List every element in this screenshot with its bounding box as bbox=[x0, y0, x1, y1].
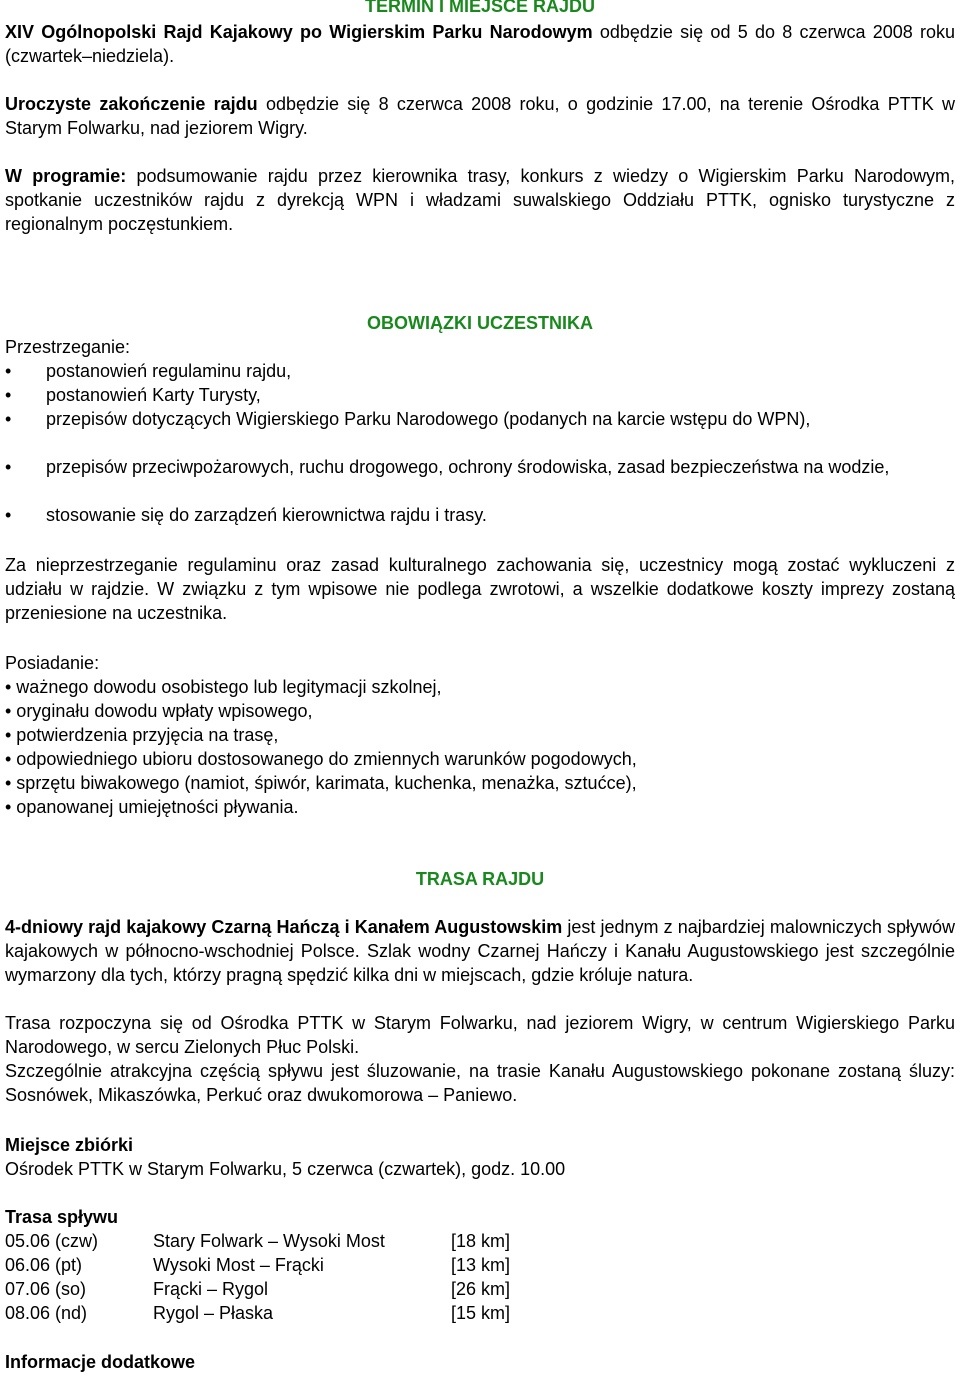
list-item: • opanowanej umiejętności pływania. bbox=[5, 797, 299, 817]
paragraph-trasa-start: Trasa rozpoczyna się od Ośrodka PTTK w Starym Folwarku, nad jeziorem Wigry, w centrum Wigierskiego Parku Narodowego, w sercu Zielonych Płuc Polski. bbox=[5, 1013, 955, 1057]
list-item: • odpowiedniego ubioru dostosowanego do zmiennych warunków pogodowych, bbox=[5, 749, 637, 769]
paragraph-sluzy: Szczególnie atrakcyjna częścią spływu jest śluzowanie, na trasie Kanału Augustowskiego pokonane zostaną śluzy: Sosnówek, Mikaszówka, Perkuć oraz dwukomorowa – Paniewo. bbox=[5, 1061, 955, 1105]
rally-name: XIV Ogólnopolski Rajd Kajakowy po Wigierskim Parku Narodowym bbox=[5, 22, 593, 42]
paragraph-konsekwencje: Za nieprzestrzeganie regulaminu oraz zasad kulturalnego zachowania się, uczestnicy mogą zostać wykluczeni z udziału w rajdzie. W związku z tym wpisowe nie podlega zwrotowi, a wszelkie dodatkowe koszty imprezy zostaną przeniesione na uczestnika. bbox=[5, 555, 955, 623]
paragraph-termin: XIV Ogólnopolski Rajd Kajakowy po Wigierskim Parku Narodowym odbędzie się od 5 do 8 czerwca 2008 roku (czwartek–niedziela). bbox=[5, 22, 955, 66]
heading-termin: TERMIN I MIEJSCE RAJDU bbox=[364, 0, 596, 16]
heading-obowiazki: OBOWIĄZKI UCZESTNIKA bbox=[367, 313, 593, 333]
heading-trasa: TRASA RAJDU bbox=[415, 869, 545, 889]
document-page: TERMIN I MIEJSCE RAJDU XIV Ogólnopolski Rajd Kajakowy po Wigierskim Parku Narodowym odbędzie się od 5 do 8 czerwca 2008 roku (czwartek–niedziela). Uroczyste zakończenie rajdu odbędzie się 8 czerwca 2008 roku, o godzinie 17.00, na terenie Ośrodka PTTK w Starym Folwarku, nad jeziorem Wigry. W programie: podsumowanie rajdu przez kierownika trasy, konkurs z wiedzy o Wigierskim Parku Narodowym, spotkanie uczestników rajdu z dyrekcją WPN i władzami suwalskiego Oddziału PTTK, ognisko turystyczne z regionalnym poczęstunkiem. OBOWIĄZKI UCZESTNIKA Przestrzeganie: • postanowień regulaminu rajdu, • postanowień Karty Turysty, • przepisów dotyczących Wigierskiego Parku Narodowego (podanych na karcie wstępu do WPN), • przepisów przeciwpożarowych, ruchu drogowego, ochrony środowiska, zasad bezpieczeństwa na wodzie, • stosowanie się do zarządzeń kierownictwa rajdu i trasy. Za nieprzestrzeganie regulaminu oraz zasad kulturalnego zachowania się, uczestnicy mogą zostać wykluczeni z udziału w rajdzie. W związku z tym wpisowe nie podlega zwrotowi, a wszelkie dodatkowe koszty imprezy zostaną przeniesione na uczestnika. Posiadanie: • ważnego dowodu osobistego lub legitymacji szkolnej, • oryginału dowodu wpłaty wpisowego, • potwierdzenia przyjęcia na trasę, • odpowiedniego ubioru dostosowanego do zmiennych warunków pogodowych, • sprzętu biwakowego (namiot, śpiwór, karimata, kuchenka, menażka, sztućce), • opanowanej umiejętności pływania. TRASA RAJDU 4-dniowy rajd kajakowy Czarną Hańczą i Kanałem Augustowskim jest jednym z najbardziej malowniczych spływów kajakowych w północno-wschodniej Polsce. Szlak wodny Czarnej Hańczy i Kanału Augustowskiego jest szczególnie wymarzony dla tych, którzy pragną spędzić kilka dni w miejscach, gdzie króluje natura. Trasa rozpoczyna się od Ośrodka PTTK w Starym Folwarku, nad jeziorem Wigry, w centrum Wigierskiego Parku Narodowego, w sercu Zielonych Płuc Polski. Szczególnie atrakcyjna częścią spływu jest śluzowanie, na trasie Kanału Augustowskiego pokonane zostaną śluzy: Sosnówek, Mikaszówka, Perkuć oraz dwukomorowa – Paniewo. Miejsce zbiórki Ośrodek PTTK w Starym Folwarku, 5 czerwca (czwartek), godz. 10.00 Trasa spływu 05.06 (czw) Stary Folwark – Wysoki Most [18 km] 06.06 (pt) Wysoki Most – Frącki [13 km] 07.06 (so) Frącki – Rygol [26 km] 08.06 (nd) Rygol – Płaska [15 km] Informacje dodatkowe bbox=[0, 0, 960, 1376]
paragraph-program: W programie: podsumowanie rajdu przez kierownika trasy, konkurs z wiedzy o Wigierskim Parku Narodowym, spotkanie uczestników rajdu z dyrekcją WPN i władzami suwalskiego Oddziału PTTK, ognisko turystyczne z regionalnym poczęstunkiem. bbox=[5, 166, 955, 234]
label-przestrzeganie: Przestrzeganie: bbox=[5, 337, 131, 357]
list-item: • ważnego dowodu osobistego lub legitymacji szkolnej, bbox=[5, 677, 442, 697]
paragraph-zakonczenie: Uroczyste zakończenie rajdu odbędzie się 8 czerwca 2008 roku, o godzinie 17.00, na terenie Ośrodka PTTK w Starym Folwarku, nad jeziorem Wigry. bbox=[5, 94, 955, 138]
label-trasa-splywu: Trasa spływu bbox=[5, 1207, 119, 1227]
list-item: • potwierdzenia przyjęcia na trasę, bbox=[5, 725, 279, 745]
label-informacje-dodatkowe: Informacje dodatkowe bbox=[5, 1352, 196, 1372]
label-miejsce-zbiorki: Miejsce zbiórki bbox=[5, 1135, 134, 1155]
label-posiadanie: Posiadanie: bbox=[5, 653, 100, 673]
list-item: • oryginału dowodu wpłaty wpisowego, bbox=[5, 701, 313, 721]
text-miejsce-zbiorki: Ośrodek PTTK w Starym Folwarku, 5 czerwca (czwartek), godz. 10.00 bbox=[5, 1159, 566, 1179]
list-item: • sprzętu biwakowego (namiot, śpiwór, karimata, kuchenka, menażka, sztućce), bbox=[5, 773, 637, 793]
paragraph-trasa-opis: 4-dniowy rajd kajakowy Czarną Hańczą i Kanałem Augustowskim jest jednym z najbardziej malowniczych spływów kajakowych w północno-wschodniej Polsce. Szlak wodny Czarnej Hańczy i Kanału Augustowskiego jest szczególnie wymarzony dla tych, którzy pragną spędzić kilka dni w miejscach, gdzie króluje natura. bbox=[5, 917, 956, 985]
